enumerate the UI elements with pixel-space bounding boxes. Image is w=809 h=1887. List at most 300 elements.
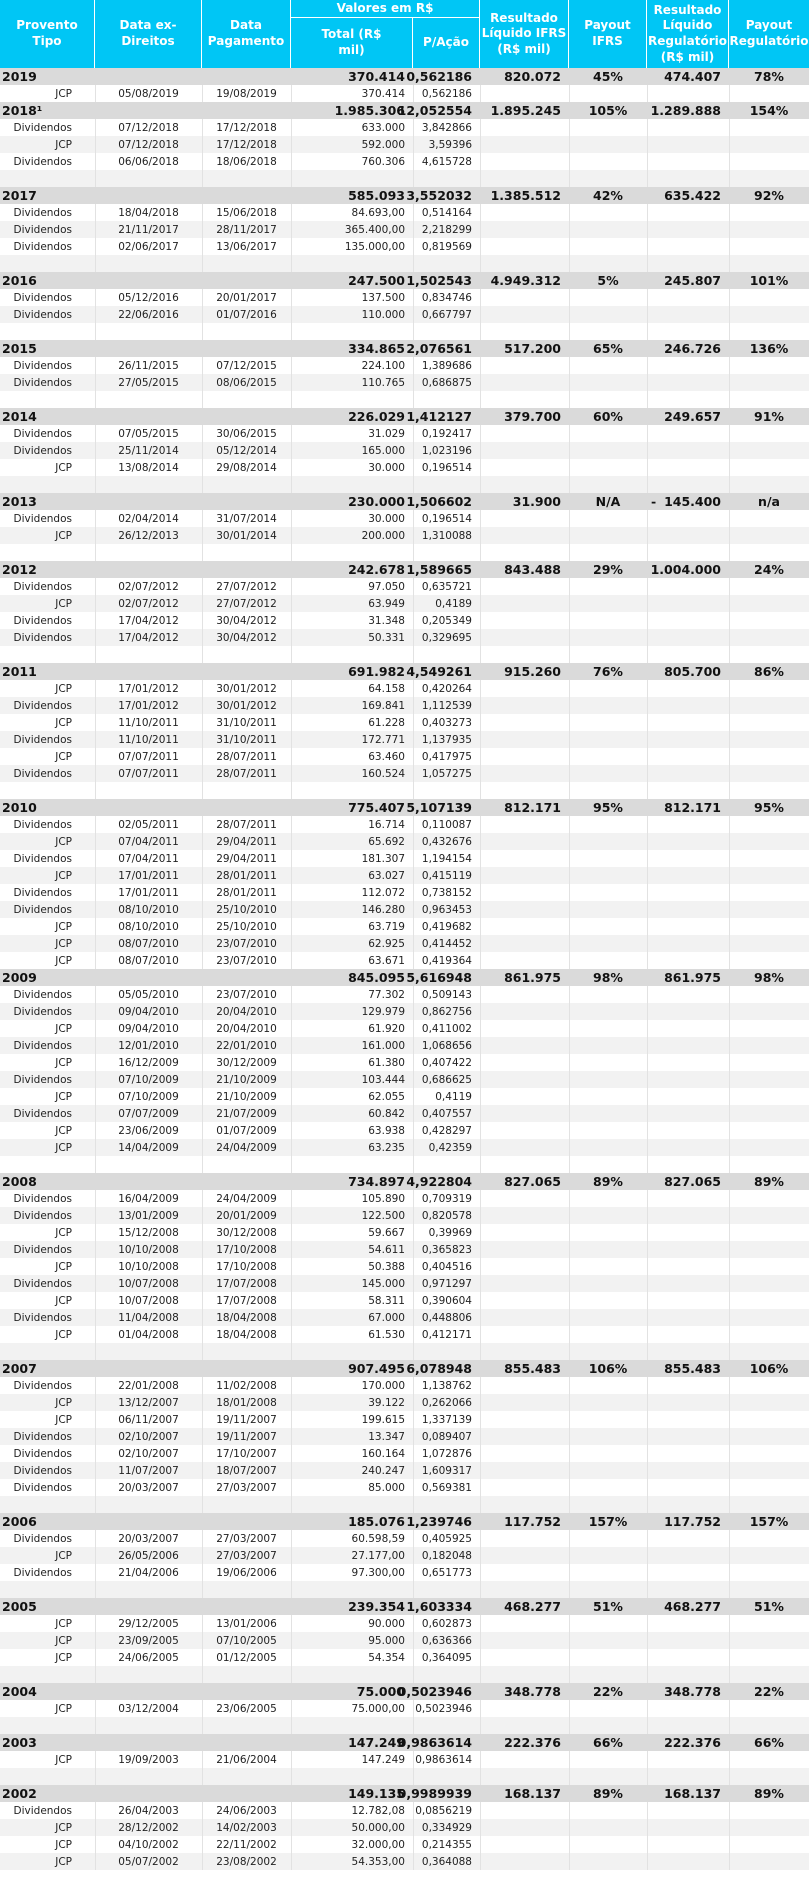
provento-tipo: JCP bbox=[55, 1753, 72, 1766]
column-separator bbox=[413, 1666, 414, 1683]
distribution-row bbox=[0, 1207, 809, 1224]
data-ex-direitos: 20/03/2007 bbox=[118, 1532, 179, 1545]
column-separator bbox=[729, 1088, 730, 1105]
distribution-row bbox=[0, 1122, 809, 1139]
blank-row bbox=[0, 255, 809, 272]
column-separator bbox=[729, 1207, 730, 1224]
blank-row bbox=[0, 323, 809, 340]
column-separator bbox=[291, 1666, 292, 1683]
column-separator bbox=[480, 136, 481, 153]
provento-tipo: JCP bbox=[55, 1855, 72, 1868]
provento-tipo: Dividendos bbox=[13, 1464, 72, 1477]
column-separator bbox=[647, 442, 648, 459]
valor-por-acao: 0,569381 bbox=[421, 1481, 472, 1494]
distribution-row bbox=[0, 748, 809, 765]
valor-total: 169.841 bbox=[361, 699, 405, 712]
column-separator bbox=[569, 1071, 570, 1088]
distribution-row bbox=[0, 1802, 809, 1819]
column-separator bbox=[647, 1581, 648, 1598]
distribution-row bbox=[0, 204, 809, 221]
column-separator bbox=[202, 255, 203, 272]
data-pagamento: 24/04/2009 bbox=[216, 1141, 277, 1154]
column-separator bbox=[647, 1054, 648, 1071]
data-pagamento: 22/01/2010 bbox=[216, 1039, 277, 1052]
column-separator bbox=[729, 1326, 730, 1343]
data-pagamento: 18/01/2008 bbox=[216, 1396, 277, 1409]
data-pagamento: 30/04/2012 bbox=[216, 631, 277, 644]
valor-total: 122.500 bbox=[361, 1209, 405, 1222]
year-resultado-regulatorio: 117.752 bbox=[664, 1514, 721, 1529]
column-separator bbox=[202, 1581, 203, 1598]
column-separator bbox=[569, 1139, 570, 1156]
provento-tipo: JCP bbox=[55, 1617, 72, 1630]
column-separator bbox=[480, 714, 481, 731]
valor-por-acao: 0,419364 bbox=[421, 954, 472, 967]
valor-por-acao: 0,39969 bbox=[428, 1226, 472, 1239]
column-separator bbox=[480, 1071, 481, 1088]
year-total: 334.865 bbox=[348, 341, 405, 356]
column-separator bbox=[647, 748, 648, 765]
year-resultado-ifrs: 117.752 bbox=[504, 1514, 561, 1529]
column-separator bbox=[647, 884, 648, 901]
column-separator bbox=[647, 1003, 648, 1020]
distribution-row bbox=[0, 1054, 809, 1071]
column-separator bbox=[647, 153, 648, 170]
provento-tipo: Dividendos bbox=[13, 1566, 72, 1579]
provento-tipo: JCP bbox=[55, 869, 72, 882]
provento-tipo: Dividendos bbox=[13, 1005, 72, 1018]
data-ex-direitos: 07/07/2011 bbox=[118, 750, 179, 763]
column-separator bbox=[729, 850, 730, 867]
valor-total: 50.388 bbox=[368, 1260, 405, 1273]
data-ex-direitos: 10/07/2008 bbox=[118, 1294, 179, 1307]
provento-tipo: Dividendos bbox=[13, 155, 72, 168]
data-ex-direitos: 17/01/2012 bbox=[118, 699, 179, 712]
distribution-row bbox=[0, 918, 809, 935]
column-separator bbox=[480, 1377, 481, 1394]
data-pagamento: 17/12/2018 bbox=[216, 121, 277, 134]
column-separator bbox=[569, 952, 570, 969]
valor-total: 60.842 bbox=[368, 1107, 405, 1120]
provento-tipo: Dividendos bbox=[13, 767, 72, 780]
year-payout-regulatorio: 24% bbox=[754, 562, 784, 577]
column-separator bbox=[729, 1802, 730, 1819]
valor-por-acao: 3,59396 bbox=[428, 138, 472, 151]
column-separator bbox=[647, 1156, 648, 1173]
blank-row bbox=[0, 1496, 809, 1513]
valor-total: 592.000 bbox=[361, 138, 405, 151]
data-ex-direitos: 21/11/2017 bbox=[118, 223, 179, 236]
column-separator bbox=[647, 204, 648, 221]
column-separator bbox=[480, 867, 481, 884]
data-pagamento: 30/12/2008 bbox=[216, 1226, 277, 1239]
column-separator bbox=[729, 1649, 730, 1666]
provento-tipo: Dividendos bbox=[13, 699, 72, 712]
column-separator bbox=[413, 323, 414, 340]
year-per-share: 2,076561 bbox=[406, 341, 472, 356]
valor-total: 365.400,00 bbox=[344, 223, 405, 236]
column-separator bbox=[729, 646, 730, 663]
year-summary-row bbox=[0, 408, 809, 425]
valor-total: 54.354 bbox=[368, 1651, 405, 1664]
data-pagamento: 21/10/2009 bbox=[216, 1073, 277, 1086]
year-summary-row bbox=[0, 663, 809, 680]
valor-por-acao: 0,9863614 bbox=[415, 1753, 472, 1766]
data-pagamento: 01/07/2016 bbox=[216, 308, 277, 321]
data-ex-direitos: 02/10/2007 bbox=[118, 1447, 179, 1460]
column-separator bbox=[569, 1105, 570, 1122]
data-ex-direitos: 08/07/2010 bbox=[118, 954, 179, 967]
column-separator bbox=[480, 391, 481, 408]
distribution-row bbox=[0, 629, 809, 646]
header-valores-group: Valores em R$ bbox=[291, 0, 480, 18]
year-payout-regulatorio: 89% bbox=[754, 1174, 784, 1189]
column-separator bbox=[647, 1411, 648, 1428]
data-ex-direitos: 06/06/2018 bbox=[118, 155, 179, 168]
data-ex-direitos: 02/07/2012 bbox=[118, 597, 179, 610]
column-separator bbox=[480, 986, 481, 1003]
provento-tipo: JCP bbox=[55, 1549, 72, 1562]
column-separator bbox=[480, 1564, 481, 1581]
valor-por-acao: 1,609317 bbox=[421, 1464, 472, 1477]
column-separator bbox=[729, 85, 730, 102]
provento-tipo: Dividendos bbox=[13, 1192, 72, 1205]
data-ex-direitos: 02/04/2014 bbox=[118, 512, 179, 525]
column-separator bbox=[729, 1428, 730, 1445]
column-separator bbox=[480, 1462, 481, 1479]
column-separator bbox=[480, 510, 481, 527]
valor-por-acao: 0,364095 bbox=[421, 1651, 472, 1664]
column-separator bbox=[569, 1037, 570, 1054]
column-separator bbox=[480, 1479, 481, 1496]
year-resultado-regulatorio: 246.726 bbox=[664, 341, 721, 356]
column-separator bbox=[569, 1853, 570, 1870]
column-separator bbox=[729, 1190, 730, 1207]
column-separator bbox=[647, 680, 648, 697]
year-total: 147.249 bbox=[348, 1735, 405, 1750]
column-separator bbox=[202, 1156, 203, 1173]
data-pagamento: 19/11/2007 bbox=[216, 1413, 277, 1426]
blank-row bbox=[0, 1666, 809, 1683]
column-separator bbox=[647, 1496, 648, 1513]
data-ex-direitos: 02/10/2007 bbox=[118, 1430, 179, 1443]
valor-por-acao: 0,196514 bbox=[421, 461, 472, 474]
data-pagamento: 28/01/2011 bbox=[216, 869, 277, 882]
distribution-row bbox=[0, 1462, 809, 1479]
column-separator bbox=[569, 476, 570, 493]
data-ex-direitos: 22/06/2016 bbox=[118, 308, 179, 321]
year-resultado-ifrs: 468.277 bbox=[504, 1599, 561, 1614]
data-ex-direitos: 10/10/2008 bbox=[118, 1260, 179, 1273]
data-ex-direitos: 26/05/2006 bbox=[118, 1549, 179, 1562]
distribution-row bbox=[0, 833, 809, 850]
year-group bbox=[0, 561, 809, 663]
column-separator bbox=[569, 884, 570, 901]
year-label: 2011 bbox=[2, 664, 37, 679]
column-separator bbox=[480, 1802, 481, 1819]
data-pagamento: 30/06/2015 bbox=[216, 427, 277, 440]
data-ex-direitos: 04/10/2002 bbox=[118, 1838, 179, 1851]
valor-total: 160.524 bbox=[361, 767, 405, 780]
year-resultado-regulatorio: 812.171 bbox=[664, 800, 721, 815]
year-label: 2002 bbox=[2, 1786, 37, 1801]
column-separator bbox=[569, 748, 570, 765]
column-separator bbox=[647, 510, 648, 527]
column-separator bbox=[202, 544, 203, 561]
data-ex-direitos: 16/12/2009 bbox=[118, 1056, 179, 1069]
year-dash: - bbox=[651, 494, 657, 509]
column-separator bbox=[95, 782, 96, 799]
column-separator bbox=[647, 1071, 648, 1088]
column-separator bbox=[647, 901, 648, 918]
valor-total: 12.782,08 bbox=[351, 1804, 405, 1817]
column-separator bbox=[569, 1666, 570, 1683]
valor-por-acao: 2,218299 bbox=[421, 223, 472, 236]
valor-por-acao: 0,667797 bbox=[421, 308, 472, 321]
column-separator bbox=[480, 1666, 481, 1683]
column-separator bbox=[569, 1496, 570, 1513]
valor-total: 63.671 bbox=[368, 954, 405, 967]
column-separator bbox=[647, 731, 648, 748]
column-separator bbox=[647, 1139, 648, 1156]
year-per-share: 1,239746 bbox=[406, 1514, 472, 1529]
provento-tipo: Dividendos bbox=[13, 631, 72, 644]
column-separator bbox=[569, 1020, 570, 1037]
valor-por-acao: 0,414452 bbox=[421, 937, 472, 950]
column-separator bbox=[202, 323, 203, 340]
column-separator bbox=[569, 1768, 570, 1785]
valor-total: 135.000,00 bbox=[344, 240, 405, 253]
column-separator bbox=[569, 1428, 570, 1445]
column-separator bbox=[95, 1768, 96, 1785]
data-ex-direitos: 17/04/2012 bbox=[118, 614, 179, 627]
column-separator bbox=[569, 119, 570, 136]
year-payout-ifrs: 29% bbox=[593, 562, 623, 577]
provento-tipo: Dividendos bbox=[13, 1073, 72, 1086]
column-separator bbox=[413, 646, 414, 663]
year-total: 242.678 bbox=[348, 562, 405, 577]
data-ex-direitos: 13/01/2009 bbox=[118, 1209, 179, 1222]
valor-total: 170.000 bbox=[361, 1379, 405, 1392]
column-separator bbox=[647, 867, 648, 884]
provento-tipo: Dividendos bbox=[13, 512, 72, 525]
column-separator bbox=[729, 1139, 730, 1156]
data-pagamento: 24/04/2009 bbox=[216, 1192, 277, 1205]
column-separator bbox=[569, 1530, 570, 1547]
data-pagamento: 27/03/2007 bbox=[216, 1549, 277, 1562]
column-separator bbox=[647, 170, 648, 187]
column-separator bbox=[729, 1445, 730, 1462]
valor-por-acao: 0,365823 bbox=[421, 1243, 472, 1256]
column-separator bbox=[480, 1717, 481, 1734]
year-group bbox=[0, 340, 809, 408]
year-payout-ifrs: 95% bbox=[593, 800, 623, 815]
column-separator bbox=[480, 697, 481, 714]
data-pagamento: 29/04/2011 bbox=[216, 835, 277, 848]
column-separator bbox=[729, 935, 730, 952]
column-separator bbox=[480, 1309, 481, 1326]
year-payout-ifrs: 98% bbox=[593, 970, 623, 985]
year-group bbox=[0, 1173, 809, 1360]
column-separator bbox=[569, 204, 570, 221]
column-separator bbox=[729, 697, 730, 714]
valor-por-acao: 0,820578 bbox=[421, 1209, 472, 1222]
distribution-row bbox=[0, 1479, 809, 1496]
data-ex-direitos: 29/12/2005 bbox=[118, 1617, 179, 1630]
distribution-row bbox=[0, 1258, 809, 1275]
column-separator bbox=[729, 714, 730, 731]
provento-tipo: Dividendos bbox=[13, 1804, 72, 1817]
column-separator bbox=[569, 646, 570, 663]
column-separator bbox=[480, 204, 481, 221]
distribution-row bbox=[0, 612, 809, 629]
year-resultado-ifrs: 4.949.312 bbox=[490, 273, 561, 288]
valor-total: 77.302 bbox=[368, 988, 405, 1001]
valor-por-acao: 0,390604 bbox=[421, 1294, 472, 1307]
column-separator bbox=[729, 918, 730, 935]
table-header bbox=[0, 0, 809, 68]
column-separator bbox=[95, 476, 96, 493]
valor-por-acao: 0,329695 bbox=[421, 631, 472, 644]
column-separator bbox=[729, 1853, 730, 1870]
valor-por-acao: 0,403273 bbox=[421, 716, 472, 729]
column-separator bbox=[729, 476, 730, 493]
year-per-share: 4,922804 bbox=[406, 1174, 472, 1189]
column-separator bbox=[569, 1649, 570, 1666]
header-data-ex: Data ex-Direitos bbox=[95, 0, 202, 68]
column-separator bbox=[291, 476, 292, 493]
column-separator bbox=[647, 1819, 648, 1836]
year-resultado-ifrs: 827.065 bbox=[504, 1174, 561, 1189]
column-separator bbox=[647, 1649, 648, 1666]
distribution-row bbox=[0, 1071, 809, 1088]
year-resultado-regulatorio: 855.483 bbox=[664, 1361, 721, 1376]
data-pagamento: 23/08/2002 bbox=[216, 1855, 277, 1868]
provento-tipo: JCP bbox=[55, 1702, 72, 1715]
data-ex-direitos: 26/04/2003 bbox=[118, 1804, 179, 1817]
column-separator bbox=[569, 1088, 570, 1105]
column-separator bbox=[569, 1224, 570, 1241]
valor-total: 50.331 bbox=[368, 631, 405, 644]
column-separator bbox=[729, 1054, 730, 1071]
valor-total: 146.280 bbox=[361, 903, 405, 916]
column-separator bbox=[291, 170, 292, 187]
data-pagamento: 20/01/2017 bbox=[216, 291, 277, 304]
column-separator bbox=[569, 323, 570, 340]
column-separator bbox=[647, 918, 648, 935]
column-separator bbox=[480, 119, 481, 136]
column-separator bbox=[480, 748, 481, 765]
data-pagamento: 23/07/2010 bbox=[216, 937, 277, 950]
column-separator bbox=[480, 629, 481, 646]
valor-por-acao: 0,407422 bbox=[421, 1056, 472, 1069]
valor-total: 31.348 bbox=[368, 614, 405, 627]
column-separator bbox=[569, 731, 570, 748]
valor-por-acao: 0,448806 bbox=[421, 1311, 472, 1324]
valor-por-acao: 0,0856219 bbox=[415, 1804, 472, 1817]
column-separator bbox=[480, 1411, 481, 1428]
year-total: 226.029 bbox=[348, 409, 405, 424]
column-separator bbox=[413, 544, 414, 561]
data-pagamento: 17/07/2008 bbox=[216, 1277, 277, 1290]
column-separator bbox=[480, 1853, 481, 1870]
data-ex-direitos: 13/08/2014 bbox=[118, 461, 179, 474]
column-separator bbox=[729, 1768, 730, 1785]
valor-por-acao: 0,428297 bbox=[421, 1124, 472, 1137]
year-resultado-ifrs: 168.137 bbox=[504, 1786, 561, 1801]
column-separator bbox=[569, 1258, 570, 1275]
column-separator bbox=[729, 306, 730, 323]
column-separator bbox=[480, 374, 481, 391]
valor-por-acao: 1,072876 bbox=[421, 1447, 472, 1460]
provento-tipo: Dividendos bbox=[13, 308, 72, 321]
column-separator bbox=[569, 1615, 570, 1632]
column-separator bbox=[569, 374, 570, 391]
valor-por-acao: 3,842866 bbox=[421, 121, 472, 134]
data-pagamento: 21/10/2009 bbox=[216, 1090, 277, 1103]
year-summary-row bbox=[0, 1513, 809, 1530]
column-separator bbox=[480, 578, 481, 595]
valor-por-acao: 1,194154 bbox=[421, 852, 472, 865]
distribution-row bbox=[0, 1411, 809, 1428]
year-resultado-ifrs: 348.778 bbox=[504, 1684, 561, 1699]
provento-tipo: JCP bbox=[55, 954, 72, 967]
year-payout-ifrs: 76% bbox=[593, 664, 623, 679]
provento-tipo: JCP bbox=[55, 1651, 72, 1664]
data-ex-direitos: 19/09/2003 bbox=[118, 1753, 179, 1766]
distribution-row bbox=[0, 1241, 809, 1258]
valor-por-acao: 0,214355 bbox=[421, 1838, 472, 1851]
provento-tipo: Dividendos bbox=[13, 291, 72, 304]
column-separator bbox=[480, 884, 481, 901]
data-ex-direitos: 09/04/2010 bbox=[118, 1005, 179, 1018]
year-summary-row bbox=[0, 1360, 809, 1377]
column-separator bbox=[647, 1292, 648, 1309]
column-separator bbox=[729, 612, 730, 629]
year-payout-ifrs: 89% bbox=[593, 1786, 623, 1801]
year-per-share: 6,078948 bbox=[406, 1361, 472, 1376]
column-separator bbox=[729, 1836, 730, 1853]
column-separator bbox=[569, 765, 570, 782]
column-separator bbox=[569, 1717, 570, 1734]
column-separator bbox=[291, 646, 292, 663]
year-per-share: 1,603334 bbox=[406, 1599, 472, 1614]
valor-por-acao: 0,364088 bbox=[421, 1855, 472, 1868]
data-ex-direitos: 21/04/2006 bbox=[118, 1566, 179, 1579]
valor-total: 199.615 bbox=[361, 1413, 405, 1426]
column-separator bbox=[569, 1207, 570, 1224]
column-separator bbox=[569, 442, 570, 459]
column-separator bbox=[647, 714, 648, 731]
data-pagamento: 21/06/2004 bbox=[216, 1753, 277, 1766]
column-separator bbox=[480, 850, 481, 867]
column-separator bbox=[729, 833, 730, 850]
blank-row bbox=[0, 170, 809, 187]
distribution-row bbox=[0, 935, 809, 952]
data-ex-direitos: 07/12/2018 bbox=[118, 138, 179, 151]
column-separator bbox=[729, 1105, 730, 1122]
column-separator bbox=[647, 816, 648, 833]
data-pagamento: 18/04/2008 bbox=[216, 1311, 277, 1324]
column-separator bbox=[647, 697, 648, 714]
year-total: 907.495 bbox=[348, 1361, 405, 1376]
provento-tipo: JCP bbox=[55, 716, 72, 729]
data-pagamento: 30/04/2012 bbox=[216, 614, 277, 627]
column-separator bbox=[569, 782, 570, 799]
data-pagamento: 25/10/2010 bbox=[216, 920, 277, 933]
column-separator bbox=[480, 918, 481, 935]
distribution-row bbox=[0, 289, 809, 306]
